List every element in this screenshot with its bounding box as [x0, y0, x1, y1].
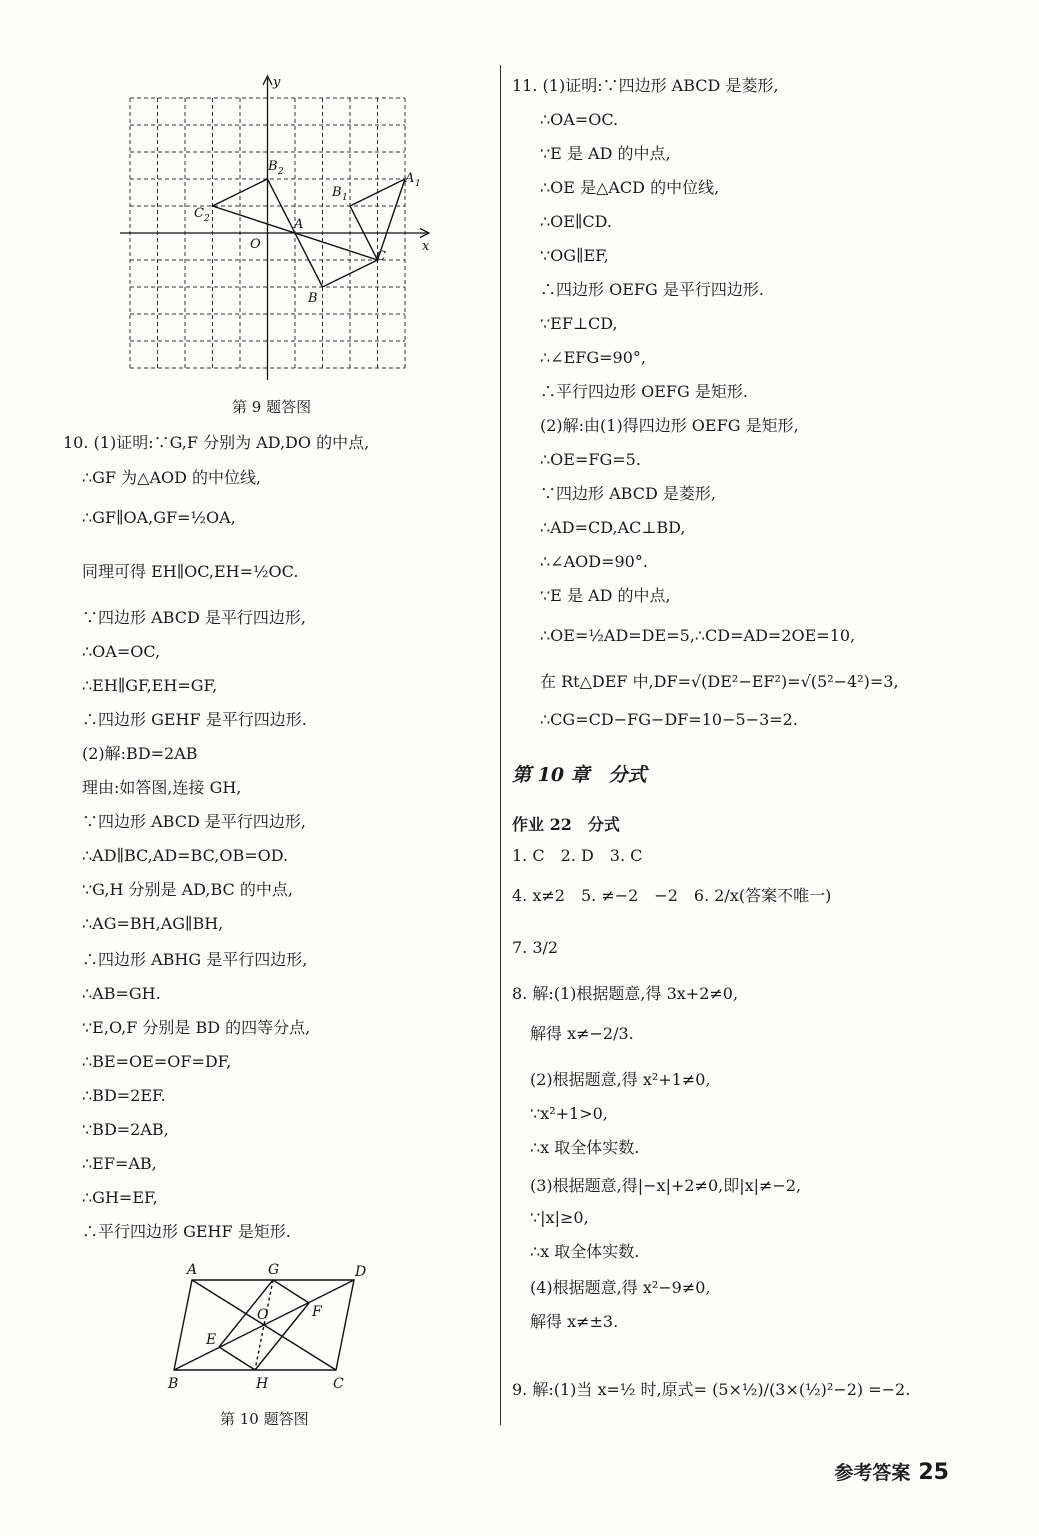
page-footer — [834, 1458, 949, 1485]
label-c2: C — [194, 206, 204, 221]
answer-line-9: (3)根据题意,得|−x|+2≠0,即|x|≠−2, — [530, 1176, 802, 1195]
left-line-1: 10. (1)证明:∵G,F 分别为 AD,DO 的中点, — [63, 433, 370, 452]
label-a: A — [294, 217, 304, 232]
label-h: H — [256, 1376, 269, 1392]
label-c: C — [333, 1376, 344, 1392]
right-line-5: ∴OE∥CD. — [540, 212, 612, 231]
left-line-22: ∴GH=EF, — [82, 1188, 158, 1207]
left-line-12: ∴AD∥BC,AD=BC,OB=OD. — [82, 846, 289, 865]
right-line-17: ∴OE=½AD=DE=5,∴CD=AD=2OE=10, — [540, 626, 856, 645]
left-line-19: ∴BD=2EF. — [82, 1086, 166, 1105]
label-c: C — [376, 249, 386, 264]
right-line-10: ∴平行四边形 OEFG 是矩形. — [540, 382, 748, 401]
left-line-21: ∴EF=AB, — [82, 1154, 157, 1173]
answer-line-11: ∴x 取全体实数. — [530, 1242, 640, 1261]
answer-line-12: (4)根据题意,得 x²−9≠0, — [530, 1278, 711, 1297]
label-d: D — [355, 1264, 367, 1280]
left-line-16: ∴AB=GH. — [82, 984, 161, 1003]
answer-line-7: ∵x²+1>0, — [530, 1104, 608, 1123]
right-line-12: ∴OE=FG=5. — [540, 450, 641, 469]
left-line-11: ∵四边形 ABCD 是平行四边形, — [82, 812, 306, 831]
left-line-23: ∴平行四边形 GEHF 是矩形. — [82, 1222, 291, 1241]
label-b1-sub: 1 — [342, 193, 348, 203]
chapter-heading: 第 10 章 分式 — [512, 764, 647, 786]
left-line-20: ∵BD=2AB, — [82, 1120, 169, 1139]
answer-line-10: ∵|x|≥0, — [530, 1208, 589, 1227]
left-line-18: ∴BE=OE=OF=DF, — [82, 1052, 232, 1071]
right-line-15: ∴∠AOD=90°. — [540, 552, 648, 571]
answer-line-1: 1. C 2. D 3. C — [512, 846, 643, 865]
left-line-13: ∵G,H 分别是 AD,BC 的中点, — [82, 880, 293, 899]
label-a1-sub: 1 — [415, 179, 421, 189]
answer-line-8: ∴x 取全体实数. — [530, 1138, 640, 1157]
right-line-18: 在 Rt△DEF 中,DF=√(DE²−EF²)=√(5²−4²)=3, — [540, 672, 899, 691]
left-line-8: ∴四边形 GEHF 是平行四边形. — [82, 710, 307, 729]
figure-10-parallelogram — [160, 1256, 380, 1396]
answer-line-14: 9. 解:(1)当 x=½ 时,原式= (5×½)/(3×(½)²−2) =−2. — [512, 1380, 911, 1399]
answer-line-3: 7. 3/2 — [512, 938, 559, 957]
right-line-1: 11. (1)证明:∵四边形 ABCD 是菱形, — [512, 76, 779, 95]
page-number: 25 — [918, 1460, 949, 1485]
left-line-6: ∴OA=OC, — [82, 642, 161, 661]
label-b1: B — [332, 185, 342, 200]
label-b2: B — [268, 159, 278, 174]
label-y: y — [273, 75, 281, 90]
right-line-7: ∴四边形 OEFG 是平行四边形. — [540, 280, 764, 299]
label-a1: A — [405, 171, 415, 186]
left-line-3: ∴GF∥OA,GF=½OA, — [82, 508, 236, 527]
right-line-19: ∴CG=CD−FG−DF=10−5−3=2. — [540, 710, 798, 729]
label-b2-sub: 2 — [278, 167, 284, 177]
answer-line-5: 解得 x≠−2/3. — [530, 1024, 634, 1043]
label-o: O — [257, 1307, 269, 1323]
left-line-4: 同理可得 EH∥OC,EH=½OC. — [82, 562, 299, 581]
right-line-8: ∵EF⊥CD, — [540, 314, 618, 333]
left-line-15: ∴四边形 ABHG 是平行四边形, — [82, 950, 308, 969]
left-line-14: ∴AG=BH,AG∥BH, — [82, 914, 224, 933]
figure-9-grid — [110, 70, 440, 390]
right-line-9: ∴∠EFG=90°, — [540, 348, 646, 367]
label-b: B — [168, 1376, 179, 1392]
label-b: B — [308, 291, 318, 306]
figure-9-caption: 第 9 题答图 — [232, 398, 312, 416]
homework-title: 作业 22 分式 — [512, 815, 620, 834]
label-o: O — [250, 237, 261, 252]
label-f: F — [312, 1304, 322, 1320]
right-line-3: ∵E 是 AD 的中点, — [540, 144, 671, 163]
left-line-9: (2)解:BD=2AB — [82, 744, 198, 763]
right-line-4: ∴OE 是△ACD 的中位线, — [540, 178, 720, 197]
left-line-17: ∵E,O,F 分别是 BD 的四等分点, — [82, 1018, 311, 1037]
label-g: G — [268, 1262, 280, 1278]
column-divider — [500, 65, 501, 1425]
footer-label: 参考答案 — [834, 1462, 911, 1484]
label-a: A — [187, 1262, 198, 1278]
answer-line-13: 解得 x≠±3. — [530, 1312, 619, 1331]
right-line-13: ∵四边形 ABCD 是菱形, — [540, 484, 716, 503]
right-line-16: ∵E 是 AD 的中点, — [540, 586, 671, 605]
right-line-2: ∴OA=OC. — [540, 110, 619, 129]
label-c2-sub: 2 — [204, 214, 210, 224]
figure-10-caption: 第 10 题答图 — [220, 1410, 309, 1428]
left-line-5: ∵四边形 ABCD 是平行四边形, — [82, 608, 306, 627]
left-line-10: 理由:如答图,连接 GH, — [82, 778, 242, 797]
label-e: E — [206, 1332, 217, 1348]
label-x: x — [422, 239, 430, 254]
answer-line-2: 4. x≠2 5. ≠−2 −2 6. 2/x(答案不唯一) — [512, 886, 832, 905]
left-line-7: ∴EH∥GF,EH=GF, — [82, 676, 218, 695]
right-line-6: ∵OG∥EF, — [540, 246, 609, 265]
right-line-11: (2)解:由(1)得四边形 OEFG 是矩形, — [540, 416, 799, 435]
left-line-2: ∴GF 为△AOD 的中位线, — [82, 468, 262, 487]
answer-line-4: 8. 解:(1)根据题意,得 3x+2≠0, — [512, 984, 739, 1003]
answer-line-6: (2)根据题意,得 x²+1≠0, — [530, 1070, 711, 1089]
right-line-14: ∴AD=CD,AC⊥BD, — [540, 518, 686, 537]
